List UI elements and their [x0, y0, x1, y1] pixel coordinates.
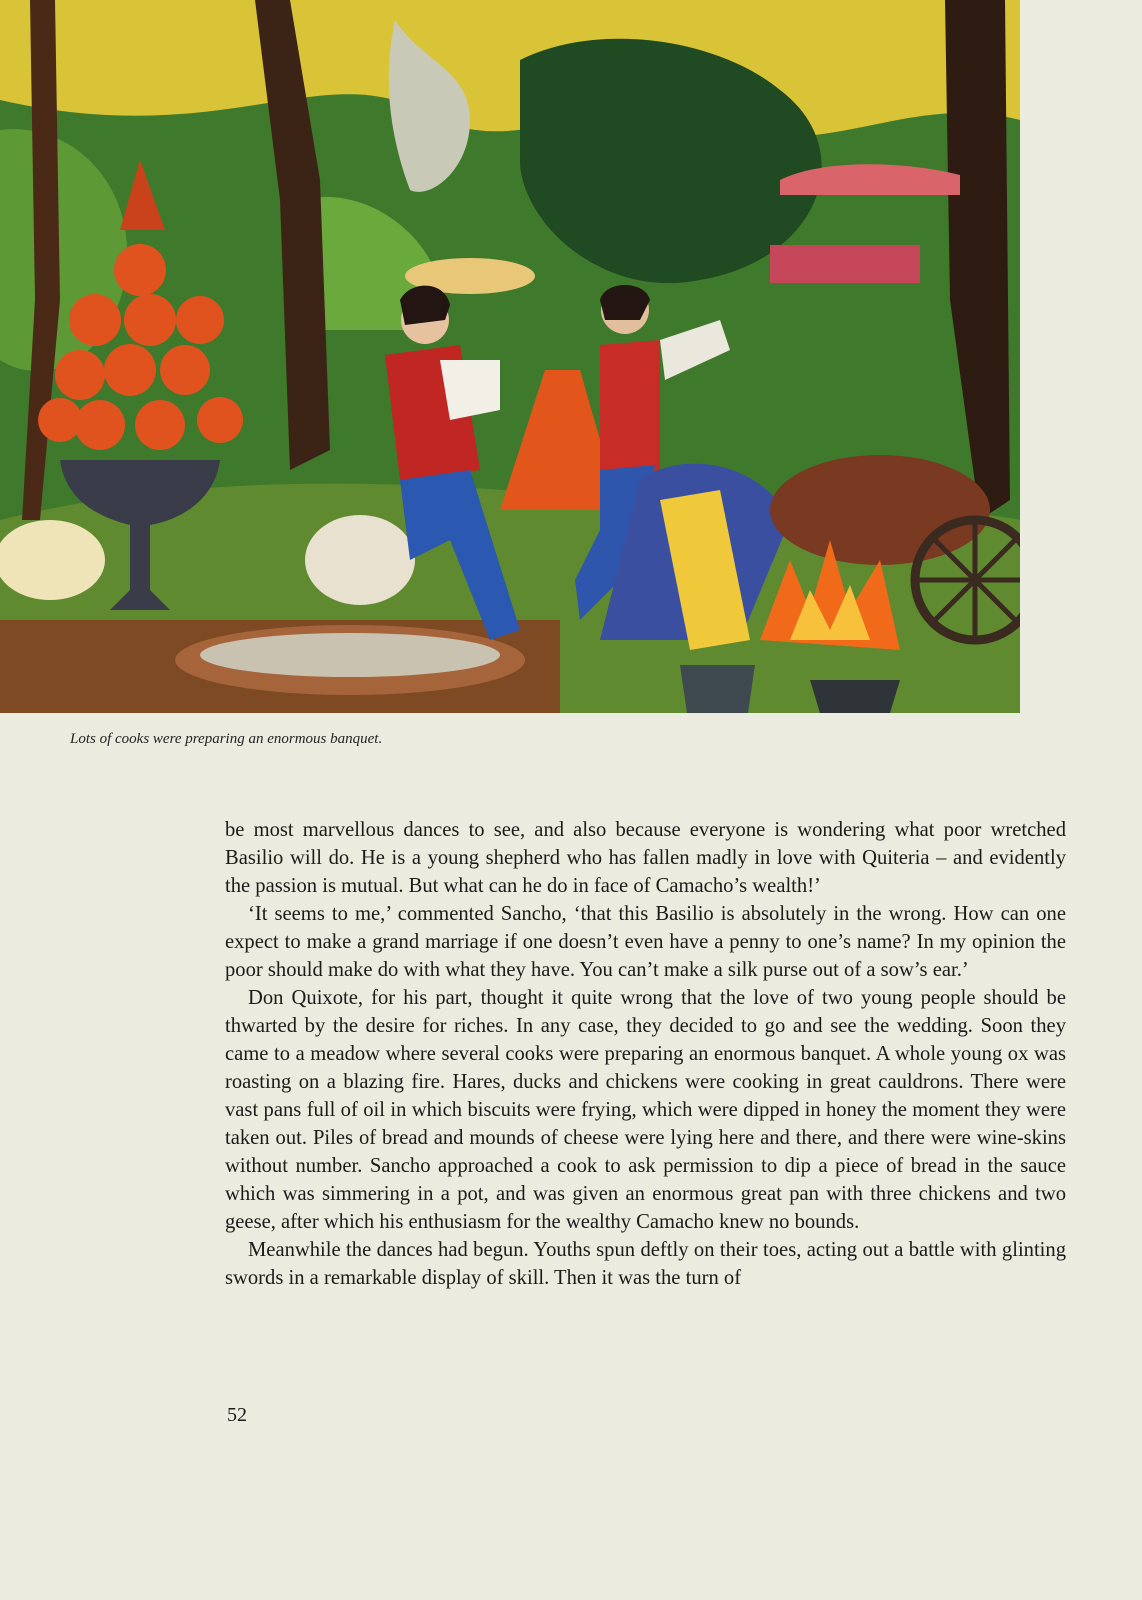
paragraph: be most marvellous dances to see, and also because everyone is wondering what poor wretched Basilio will do. He is a young shepherd who has fallen madly in love with Quiteria – and evidently the passion is mutual. But what can he do in face of Camacho’s wealth!’	[225, 819, 1066, 897]
illustration-caption: Lots of cooks were preparing an enormous banquet.	[70, 731, 383, 747]
page-number: 52	[227, 1404, 247, 1426]
banquet-painting	[0, 0, 1020, 713]
paragraph: ‘It seems to me,’ commented Sancho, ‘that this Basilio is absolutely in the wrong. How can one expect to make a grand marriage if one doesn’t even have a penny to one’s name? In my opinion the poor should make do with what they have. You can’t make a silk purse out of a sow’s ear.’	[225, 903, 1066, 981]
paragraph: Don Quixote, for his part, thought it quite wrong that the love of two young people should be thwarted by the desire for riches. In any case, they decided to go and see the wedding. Soon they came to a meadow where several cooks were preparing an enormous banquet. A whole young ox was roasting on a blazing fire. Hares, ducks and chickens were cooking in great cauldrons. There were vast pans full of oil in which biscuits were frying, which were dipped in honey the moment they were taken out. Piles of bread and mounds of cheese were lying here and there, and there were wine-skins without number. Sancho approached a cook to ask permission to dip a piece of bread in the sauce which was simmering in a pot, and was given an enormous great pan with three chickens and two geese, after which his enthusiasm for the wealthy Camacho knew no bounds.	[225, 987, 1066, 1233]
body-text	[225, 816, 1066, 1292]
paragraph: Meanwhile the dances had begun. Youths spun deftly on their toes, acting out a battle with glinting swords in a remarkable display of skill. Then it was the turn of	[225, 1239, 1066, 1289]
banquet-illustration	[0, 0, 1020, 713]
